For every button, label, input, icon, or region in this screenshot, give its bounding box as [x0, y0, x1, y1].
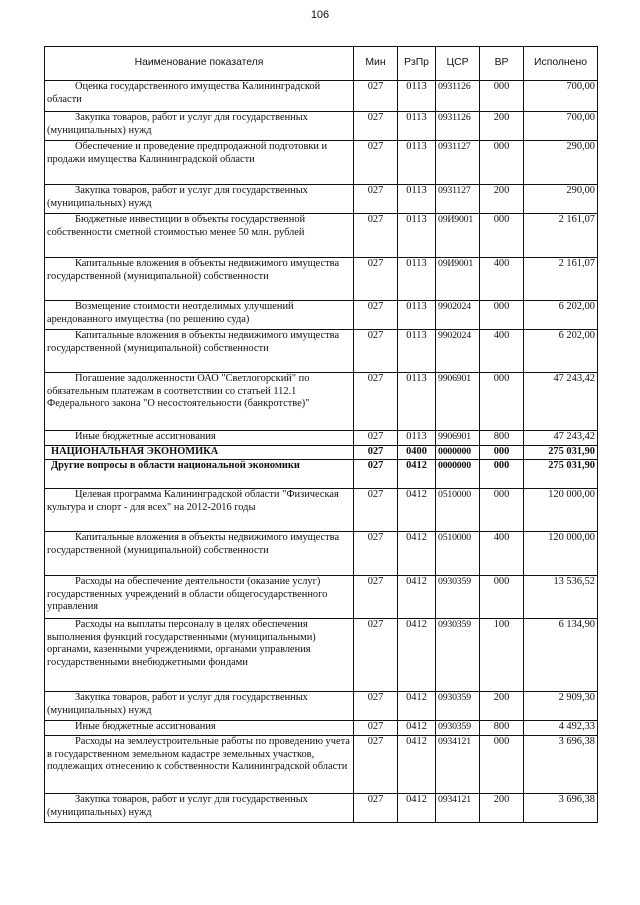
row-vr-cell: 000 — [480, 736, 524, 794]
row-min-cell: 027 — [354, 736, 398, 794]
row-min-cell: 027 — [354, 112, 398, 141]
row-rzpr-cell: 0400 — [398, 446, 436, 460]
row-min-cell: 027 — [354, 301, 398, 330]
row-name-text: Капитальные вложения в объекты недвижимого имущества государственной (муниципальной) собственности — [47, 258, 340, 282]
row-vr-cell: 000 — [480, 489, 524, 532]
row-csr-cell: 0931127 — [436, 185, 480, 214]
row-vr-cell: 800 — [480, 431, 524, 446]
row-rzpr-cell: 0412 — [398, 460, 436, 489]
row-vr-cell: 000 — [480, 446, 524, 460]
row-sum-cell: 2 909,30 — [524, 692, 598, 721]
row-name-text: Капитальные вложения в объекты недвижимого имущества государственной (муниципальной) собственности — [47, 532, 340, 556]
row-name-text: Иные бюджетные ассигнования — [75, 431, 216, 442]
row-csr-cell: 0930359 — [436, 576, 480, 619]
row-name-cell — [45, 721, 354, 736]
row-rzpr-cell: 0412 — [398, 692, 436, 721]
row-rzpr-cell: 0113 — [398, 81, 436, 112]
row-csr-cell: 9906901 — [436, 431, 480, 446]
table-row — [45, 460, 598, 489]
row-csr-cell: 9902024 — [436, 301, 480, 330]
table-row — [45, 258, 598, 301]
row-name-cell — [45, 692, 354, 721]
row-vr-cell: 100 — [480, 619, 524, 692]
row-sum-cell: 6 202,00 — [524, 330, 598, 373]
row-csr-cell: 0930359 — [436, 692, 480, 721]
row-name-text: Закупка товаров, работ и услуг для государственных (муниципальных) нужд — [47, 112, 308, 136]
table-row — [45, 112, 598, 141]
table-row — [45, 794, 598, 823]
row-min-cell: 027 — [354, 460, 398, 489]
row-min-cell: 027 — [354, 141, 398, 185]
row-name-text: Бюджетные инвестиции в объекты государственной собственности сметной стоимостью менее 50 млн. рублей — [47, 214, 306, 238]
row-name-cell — [45, 141, 354, 185]
table-header-row — [45, 47, 598, 81]
row-rzpr-cell: 0113 — [398, 185, 436, 214]
row-rzpr-cell: 0113 — [398, 431, 436, 446]
row-name-text: Закупка товаров, работ и услуг для государственных (муниципальных) нужд — [47, 185, 308, 209]
row-name-cell — [45, 576, 354, 619]
row-name-text: Расходы на выплаты персоналу в целях обеспечения выполнения функций государственными (муниципальными) органами, казенными учреждениями, органами управления государственными внебюджетными фондами — [47, 619, 316, 668]
row-rzpr-cell: 0412 — [398, 736, 436, 794]
row-rzpr-cell: 0113 — [398, 373, 436, 431]
row-sum-cell: 3 696,38 — [524, 736, 598, 794]
row-name-cell — [45, 431, 354, 446]
header-rzpr: РзПр — [398, 47, 436, 81]
row-csr-cell: 0934121 — [436, 736, 480, 794]
row-csr-cell: 09И9001 — [436, 258, 480, 301]
row-csr-cell: 0930359 — [436, 721, 480, 736]
row-rzpr-cell: 0412 — [398, 489, 436, 532]
row-sum-cell: 120 000,00 — [524, 532, 598, 576]
row-rzpr-cell: 0113 — [398, 214, 436, 258]
table-row — [45, 619, 598, 692]
row-sum-cell: 6 202,00 — [524, 301, 598, 330]
row-name-text: Закупка товаров, работ и услуг для государственных (муниципальных) нужд — [47, 692, 308, 716]
table-row — [45, 330, 598, 373]
row-vr-cell: 400 — [480, 532, 524, 576]
row-min-cell: 027 — [354, 81, 398, 112]
row-name-text: Иные бюджетные ассигнования — [75, 721, 216, 732]
row-name-cell — [45, 619, 354, 692]
row-sum-cell: 120 000,00 — [524, 489, 598, 532]
row-vr-cell: 000 — [480, 301, 524, 330]
header-executed: Исполнено — [524, 47, 598, 81]
row-rzpr-cell: 0113 — [398, 330, 436, 373]
row-min-cell: 027 — [354, 721, 398, 736]
row-vr-cell: 200 — [480, 794, 524, 823]
row-sum-cell: 700,00 — [524, 112, 598, 141]
row-min-cell: 027 — [354, 373, 398, 431]
row-vr-cell: 000 — [480, 141, 524, 185]
row-csr-cell: 0000000 — [436, 446, 480, 460]
row-csr-cell: 0931126 — [436, 81, 480, 112]
row-vr-cell: 000 — [480, 576, 524, 619]
row-name-text: Другие вопросы в области национальной экономики — [51, 460, 300, 471]
row-min-cell: 027 — [354, 576, 398, 619]
table-row — [45, 576, 598, 619]
row-vr-cell: 400 — [480, 258, 524, 301]
row-name-text: Целевая программа Калининградской области "Физическая культура и спорт - для всех" на 2012-2016 годы — [47, 489, 339, 513]
row-rzpr-cell: 0412 — [398, 721, 436, 736]
row-name-text: Расходы на обеспечение деятельности (оказание услуг) государственных учреждений в области общегосударственного управления — [47, 576, 328, 612]
row-csr-cell: 0510000 — [436, 532, 480, 576]
row-sum-cell: 3 696,38 — [524, 794, 598, 823]
table-row — [45, 431, 598, 446]
row-sum-cell: 47 243,42 — [524, 431, 598, 446]
row-name-cell — [45, 185, 354, 214]
row-sum-cell: 6 134,90 — [524, 619, 598, 692]
row-rzpr-cell: 0113 — [398, 258, 436, 301]
header-min: Мин — [354, 47, 398, 81]
row-sum-cell: 47 243,42 — [524, 373, 598, 431]
table-row — [45, 532, 598, 576]
row-name-cell — [45, 489, 354, 532]
row-sum-cell: 2 161,07 — [524, 258, 598, 301]
row-csr-cell: 9906901 — [436, 373, 480, 431]
header-name: Наименование показателя — [45, 47, 354, 81]
row-name-text: Оценка государственного имущества Калининградской области — [47, 81, 321, 105]
row-csr-cell: 9902024 — [436, 330, 480, 373]
table-row — [45, 141, 598, 185]
row-vr-cell: 400 — [480, 330, 524, 373]
row-min-cell: 027 — [354, 794, 398, 823]
table-row — [45, 446, 598, 460]
table-row — [45, 736, 598, 794]
row-csr-cell: 09И9001 — [436, 214, 480, 258]
table-row — [45, 214, 598, 258]
header-vr: ВР — [480, 47, 524, 81]
row-name-cell — [45, 330, 354, 373]
row-min-cell: 027 — [354, 446, 398, 460]
row-csr-cell: 0000000 — [436, 460, 480, 489]
row-vr-cell: 000 — [480, 81, 524, 112]
budget-table — [44, 46, 598, 823]
row-vr-cell: 000 — [480, 373, 524, 431]
table-row — [45, 81, 598, 112]
row-name-cell — [45, 81, 354, 112]
row-sum-cell: 2 161,07 — [524, 214, 598, 258]
row-csr-cell: 0930359 — [436, 619, 480, 692]
table-row — [45, 692, 598, 721]
row-csr-cell: 0931127 — [436, 141, 480, 185]
row-rzpr-cell: 0113 — [398, 301, 436, 330]
table-row — [45, 489, 598, 532]
row-rzpr-cell: 0412 — [398, 794, 436, 823]
row-vr-cell: 200 — [480, 112, 524, 141]
row-name-cell — [45, 794, 354, 823]
row-name-text: НАЦИОНАЛЬНАЯ ЭКОНОМИКА — [51, 446, 219, 457]
table-body — [45, 81, 598, 823]
row-min-cell: 027 — [354, 692, 398, 721]
row-min-cell: 027 — [354, 431, 398, 446]
row-vr-cell: 200 — [480, 185, 524, 214]
header-csr: ЦСР — [436, 47, 480, 81]
table-row — [45, 721, 598, 736]
row-name-cell — [45, 736, 354, 794]
row-rzpr-cell: 0113 — [398, 112, 436, 141]
table-row — [45, 185, 598, 214]
row-name-text: Обеспечение и проведение предпродажной подготовки и продажи имущества Калининградской области — [47, 141, 328, 165]
row-sum-cell: 4 492,33 — [524, 721, 598, 736]
row-rzpr-cell: 0412 — [398, 576, 436, 619]
row-name-cell — [45, 112, 354, 141]
row-min-cell: 027 — [354, 185, 398, 214]
row-name-text: Погашение задолженности ОАО "Светлогорский" по обязательным платежам в соответствии со статьей 112.1 Федерального закона "О несостоятельности (банкротстве)" — [47, 373, 310, 409]
row-min-cell: 027 — [354, 330, 398, 373]
row-csr-cell: 0510000 — [436, 489, 480, 532]
table-row — [45, 373, 598, 431]
row-vr-cell: 000 — [480, 214, 524, 258]
row-csr-cell: 0934121 — [436, 794, 480, 823]
row-sum-cell: 290,00 — [524, 141, 598, 185]
row-min-cell: 027 — [354, 489, 398, 532]
row-rzpr-cell: 0412 — [398, 619, 436, 692]
row-min-cell: 027 — [354, 619, 398, 692]
row-name-text: Закупка товаров, работ и услуг для государственных (муниципальных) нужд — [47, 794, 308, 818]
row-name-cell — [45, 446, 354, 460]
row-vr-cell: 000 — [480, 460, 524, 489]
row-rzpr-cell: 0113 — [398, 141, 436, 185]
row-csr-cell: 0931126 — [436, 112, 480, 141]
row-sum-cell: 700,00 — [524, 81, 598, 112]
row-sum-cell: 275 031,90 — [524, 446, 598, 460]
page-number: 106 — [310, 9, 330, 21]
row-vr-cell: 800 — [480, 721, 524, 736]
row-rzpr-cell: 0412 — [398, 532, 436, 576]
row-sum-cell: 290,00 — [524, 185, 598, 214]
row-name-text: Возмещение стоимости неотделимых улучшений арендованного имущества (по решению суда) — [47, 301, 294, 325]
row-name-cell — [45, 532, 354, 576]
row-name-cell — [45, 460, 354, 489]
row-name-text: Расходы на землеустроительные работы по проведению учета в государственном земельном кадастре земельных участков, подлежащих отнесению к собственности Калининградской области — [47, 736, 350, 772]
row-min-cell: 027 — [354, 258, 398, 301]
row-name-cell — [45, 258, 354, 301]
row-name-cell — [45, 301, 354, 330]
row-name-cell — [45, 214, 354, 258]
row-name-cell — [45, 373, 354, 431]
row-name-text: Капитальные вложения в объекты недвижимого имущества государственной (муниципальной) собственности — [47, 330, 340, 354]
row-sum-cell: 13 536,52 — [524, 576, 598, 619]
row-min-cell: 027 — [354, 214, 398, 258]
row-vr-cell: 200 — [480, 692, 524, 721]
row-sum-cell: 275 031,90 — [524, 460, 598, 489]
table-row — [45, 301, 598, 330]
row-min-cell: 027 — [354, 532, 398, 576]
